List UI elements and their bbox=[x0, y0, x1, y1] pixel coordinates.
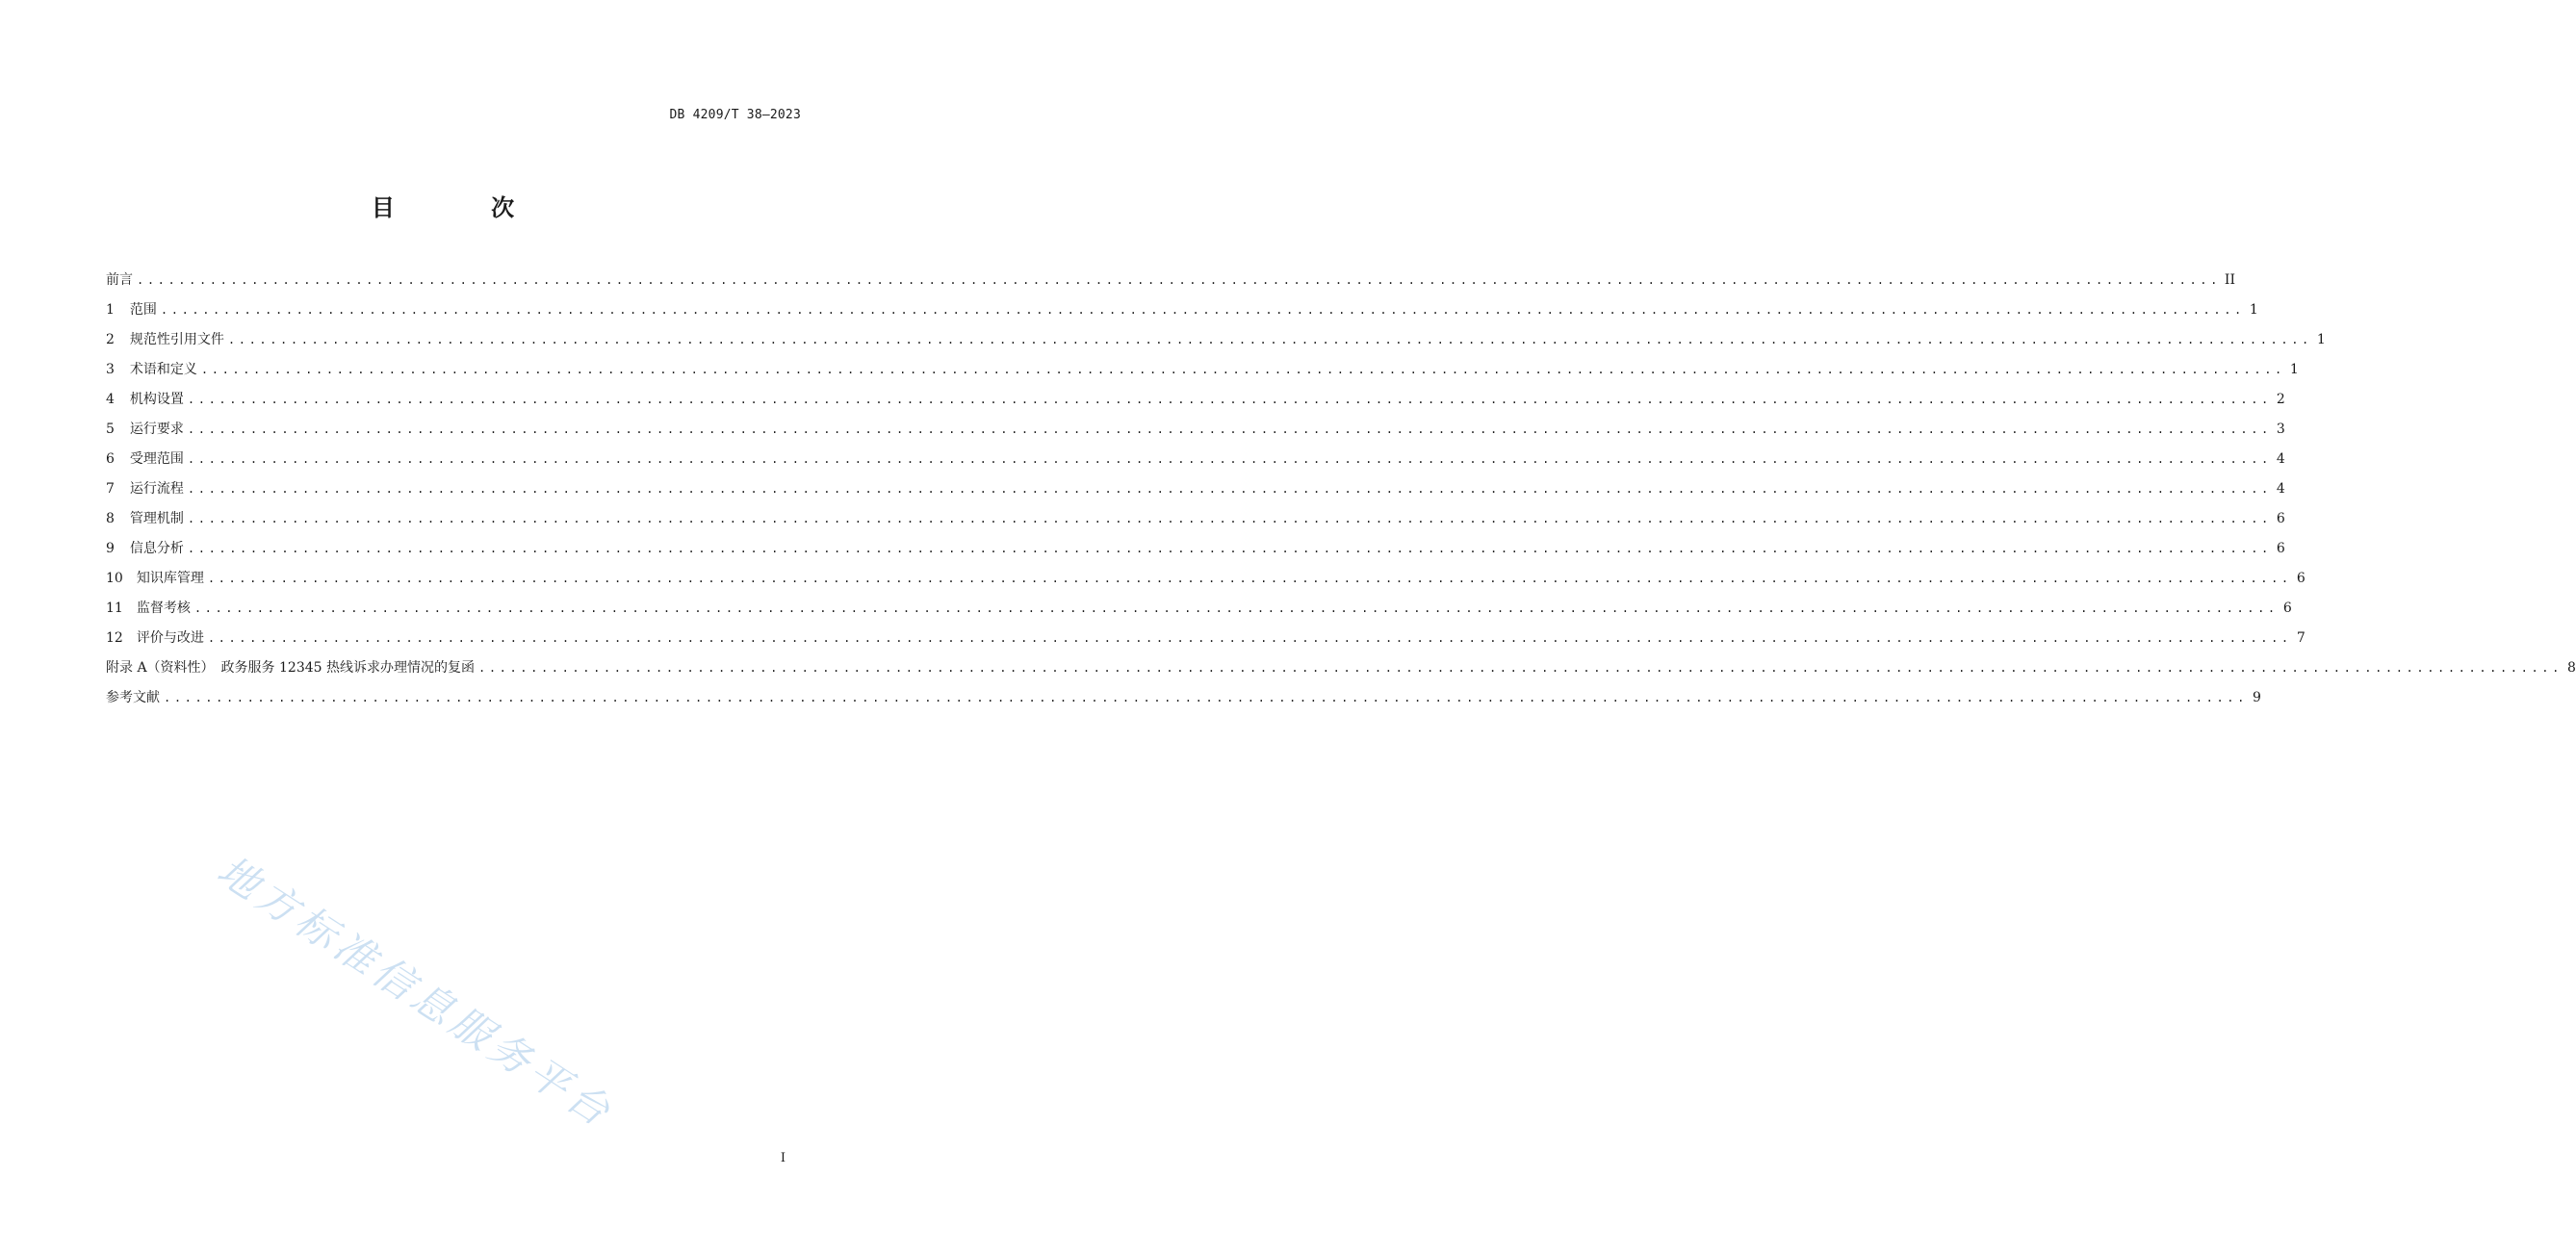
toc-leader-dots: ........................................................................................................................................................................................................ bbox=[160, 303, 2245, 317]
toc-entry-number: 7 bbox=[106, 481, 115, 497]
toc-entry-label: 参考文献 bbox=[106, 690, 160, 705]
toc-leader-dots: ........................................................................................................................................................................................................ bbox=[187, 542, 2272, 555]
toc-entry-label: 监督考核 bbox=[136, 601, 191, 616]
toc-entry-number: 4 bbox=[106, 392, 115, 407]
toc-entry[interactable] bbox=[106, 657, 2576, 687]
toc-entry-label: 范围 bbox=[129, 302, 157, 318]
toc-entry-page: 9 bbox=[2253, 690, 2261, 705]
toc-entry[interactable] bbox=[106, 448, 2285, 478]
toc-entry-page: 8 bbox=[2567, 660, 2576, 676]
toc-entry[interactable] bbox=[106, 687, 2261, 717]
toc-entry-label: 评价与改进 bbox=[136, 630, 204, 646]
toc-entry[interactable] bbox=[106, 568, 2306, 598]
toc-entry[interactable] bbox=[106, 419, 2285, 448]
toc-leader-dots: ........................................................................................................................................................................................................ bbox=[187, 482, 2272, 496]
toc-entry-page: 6 bbox=[2276, 541, 2285, 556]
toc-entry[interactable] bbox=[106, 627, 2306, 657]
toc-entry-label: 受理范围 bbox=[129, 451, 184, 467]
toc-leader-dots: ........................................................................................................................................................................................................ bbox=[137, 273, 2221, 287]
toc-entry-label: 知识库管理 bbox=[136, 571, 204, 586]
toc-entry[interactable] bbox=[106, 478, 2285, 508]
toc-entry-label: 管理机制 bbox=[129, 511, 184, 526]
toc-entry[interactable] bbox=[106, 389, 2285, 419]
toc-leader-dots: ........................................................................................................................................................................................................ bbox=[207, 631, 2292, 645]
toc-entry-label: 术语和定义 bbox=[129, 362, 197, 377]
page-title: 目 次 bbox=[371, 194, 559, 221]
toc-leader-dots: ........................................................................................................................................................................................................ bbox=[200, 363, 2285, 376]
toc-entry-number: 12 bbox=[106, 630, 123, 646]
toc-leader-dots: ........................................................................................................................................................................................................ bbox=[164, 691, 2248, 704]
toc-entry-page: 1 bbox=[2289, 362, 2299, 377]
toc-entry[interactable] bbox=[106, 598, 2292, 627]
toc-entry-label: 前言 bbox=[106, 272, 133, 288]
toc-entry-page: 4 bbox=[2276, 481, 2285, 497]
toc-entry-number: 1 bbox=[106, 302, 115, 318]
toc-entry-label: 机构设置 bbox=[129, 392, 184, 407]
table-of-contents bbox=[106, 269, 2576, 717]
toc-entry-label: 信息分析 bbox=[129, 541, 184, 556]
toc-entry-number: 8 bbox=[106, 511, 115, 526]
toc-leader-dots: ........................................................................................................................................................................................................ bbox=[478, 661, 2563, 675]
toc-entry-page: 1 bbox=[2249, 302, 2258, 318]
toc-entry-number: 3 bbox=[106, 362, 115, 377]
toc-entry-label: 规范性引用文件 bbox=[129, 332, 224, 347]
toc-entry-number: 5 bbox=[106, 422, 115, 437]
toc-leader-dots: ........................................................................................................................................................................................................ bbox=[187, 393, 2272, 406]
toc-leader-dots: ........................................................................................................................................................................................................ bbox=[187, 422, 2272, 436]
toc-entry[interactable] bbox=[106, 329, 2326, 359]
toc-entry-page: II bbox=[2224, 272, 2235, 288]
toc-entry-number: 11 bbox=[106, 601, 123, 616]
toc-entry-page: 4 bbox=[2276, 451, 2285, 467]
toc-entry[interactable] bbox=[106, 299, 2258, 329]
toc-entry-label: 附录 A（资料性） 政务服务 12345 热线诉求办理情况的复函 bbox=[106, 660, 475, 676]
toc-leader-dots: ........................................................................................................................................................................................................ bbox=[187, 452, 2272, 466]
toc-entry-label: 运行流程 bbox=[129, 481, 184, 497]
toc-leader-dots: ........................................................................................................................................................................................................ bbox=[207, 572, 2292, 585]
watermark: 地方标准信息服务平台 bbox=[209, 846, 623, 1138]
toc-entry-number: 10 bbox=[106, 571, 123, 586]
toc-entry-label: 运行要求 bbox=[129, 422, 184, 437]
toc-entry-number: 6 bbox=[106, 451, 115, 467]
toc-entry-page: 3 bbox=[2276, 422, 2285, 437]
toc-entry-number: 2 bbox=[106, 332, 115, 347]
toc-leader-dots: ........................................................................................................................................................................................................ bbox=[187, 512, 2272, 525]
toc-entry-page: 1 bbox=[2316, 332, 2326, 347]
toc-entry-page: 6 bbox=[2282, 601, 2292, 616]
page-number: I bbox=[780, 1151, 786, 1165]
toc-entry-number: 9 bbox=[106, 541, 115, 556]
standard-code: DB 4209/T 38—2023 bbox=[669, 108, 801, 122]
toc-entry-page: 2 bbox=[2276, 392, 2285, 407]
toc-leader-dots: ........................................................................................................................................................................................................ bbox=[227, 333, 2312, 346]
toc-entry[interactable] bbox=[106, 359, 2299, 389]
toc-leader-dots: ........................................................................................................................................................................................................ bbox=[193, 601, 2279, 615]
toc-entry[interactable] bbox=[106, 538, 2285, 568]
toc-entry-page: 6 bbox=[2296, 571, 2306, 586]
toc-entry-page: 6 bbox=[2276, 511, 2285, 526]
toc-entry[interactable] bbox=[106, 269, 2235, 299]
toc-entry-page: 7 bbox=[2296, 630, 2306, 646]
toc-entry[interactable] bbox=[106, 508, 2285, 538]
